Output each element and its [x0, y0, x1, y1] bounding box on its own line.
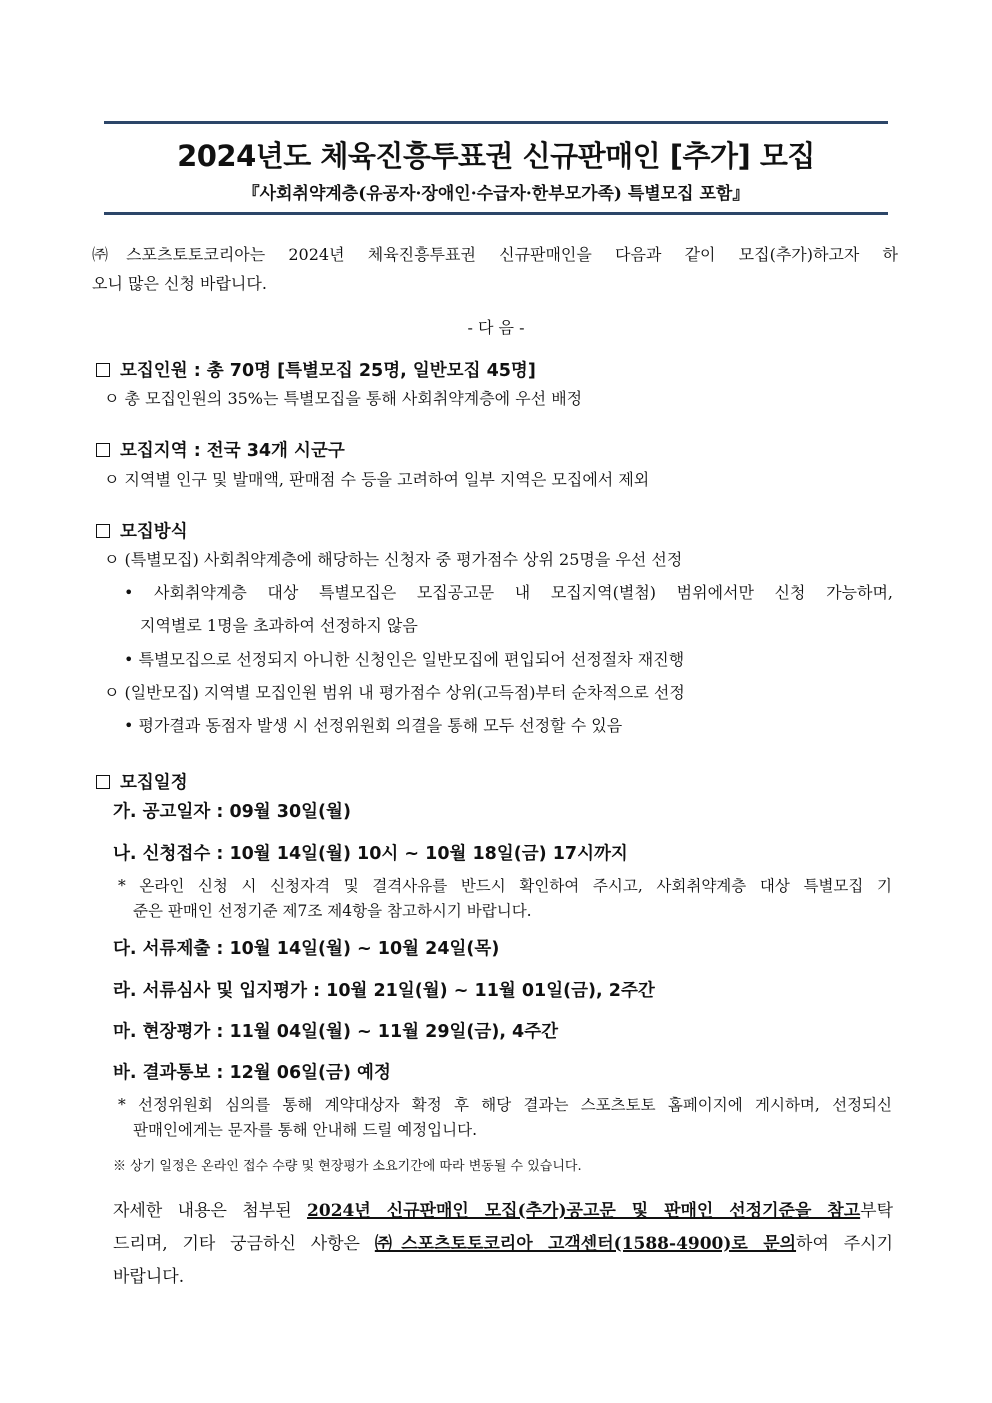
schedule-item-ra: 라. 서류심사 및 입지평가 : 10월 21일(월) ~ 11월 01일(금), 2주간: [113, 981, 655, 1001]
document-subtitle: 『사회취약계층(유공자·장애인·수급자·한부모가족) 특별모집 포함』: [242, 184, 750, 204]
schedule-remark: ※ 상기 일정은 온라인 접수 수량 및 현장평가 소요기간에 따라 변동될 수 있습니다.: [113, 1159, 582, 1174]
recruit-area-bullet: ㅇ 지역별 인구 및 발매액, 판매점 수 등을 고려하여 일부 지역은 모집에서 제외: [104, 470, 650, 489]
closing-line-2: 드리며, 기타 궁금하신 사항은 ㈜스포츠토토코리아 고객센터(1588-4900)로 문의하여 주시기: [113, 1234, 893, 1254]
section-schedule-heading: 모집일정: [96, 769, 188, 794]
square-bullet-icon: [96, 524, 110, 538]
method-bullet-special: ㅇ (특별모집) 사회취약계층에 해당하는 신청자 중 평가점수 상위 25명을 우선 선정: [104, 550, 683, 569]
title-box: [104, 121, 888, 215]
customer-center-reference: ㈜스포츠토토코리아 고객센터(1588-4900)로 문의: [374, 1234, 797, 1254]
section-recruit-count-heading: 모집인원 : 총 70명 [특별모집 25명, 일반모집 45명]: [96, 357, 536, 382]
method-special-sub-1-line-1: • 사회취약계층 대상 특별모집은 모집공고문 내 모집지역(별첨) 범위에서만 신청 가능하며,: [124, 583, 893, 602]
section-recruit-area-heading: 모집지역 : 전국 34개 시군구: [96, 437, 345, 462]
schedule-item-ma: 마. 현장평가 : 11월 04일(월) ~ 11월 29일(금), 4주간: [113, 1022, 559, 1042]
schedule-ba-note-line-1: * 선정위원회 심의를 통해 계약대상자 확정 후 해당 결과는 스포츠토토 홈페이지에 게시하며, 선정되신: [118, 1096, 892, 1114]
method-bullet-general: ㅇ (일반모집) 지역별 모집인원 범위 내 평가점수 상위(고득점)부터 순차적으로 선정: [104, 683, 685, 702]
schedule-ba-note-line-2: 판매인에게는 문자를 통해 안내해 드릴 예정입니다.: [133, 1121, 477, 1139]
method-special-sub-1-line-2: 지역별로 1명을 초과하여 선정하지 않음: [140, 616, 418, 635]
schedule-item-ba: 바. 결과통보 : 12월 06일(금) 예정: [113, 1063, 391, 1083]
closing-line-1: 자세한 내용은 첨부된 2024년 신규판매인 모집(추가)공고문 및 판매인 선정기준을 참고부탁: [113, 1201, 893, 1221]
recruit-count-bullet: ㅇ 총 모집인원의 35%는 특별모집을 통해 사회취약계층에 우선 배정: [104, 389, 583, 408]
intro-line-2: 오니 많은 신청 바랍니다.: [92, 274, 267, 293]
square-bullet-icon: [96, 775, 110, 789]
schedule-na-note-line-1: * 온라인 신청 시 신청자격 및 결격사유를 반드시 확인하여 주시고, 사회취약계층 대상 특별모집 기: [118, 877, 892, 895]
square-bullet-icon: [96, 363, 110, 377]
method-special-sub-2: • 특별모집으로 선정되지 아니한 신청인은 일반모집에 편입되어 선정절차 재진행: [124, 650, 685, 669]
schedule-item-na: 나. 신청접수 : 10월 14일(월) 10시 ~ 10월 18일(금) 17시까지: [113, 844, 628, 864]
closing-line-3: 바랍니다.: [113, 1267, 185, 1287]
schedule-item-da: 다. 서류제출 : 10월 14일(월) ~ 10월 24일(목): [113, 939, 500, 959]
section-method-heading: 모집방식: [96, 518, 188, 543]
attachment-reference: 2024년 신규판매인 모집(추가)공고문 및 판매인 선정기준을 참고: [307, 1201, 861, 1221]
intro-line-1: ㈜스포츠토토코리아는 2024년 체육진흥투표권 신규판매인을 다음과 같이 모집(추가)하고자 하: [92, 245, 898, 264]
document-title: 2024년도 체육진흥투표권 신규판매인 [추가] 모집: [177, 139, 815, 173]
square-bullet-icon: [96, 443, 110, 457]
schedule-item-ga: 가. 공고일자 : 09월 30일(월): [113, 802, 351, 822]
separator: - 다 음 -: [467, 318, 525, 337]
schedule-na-note-line-2: 준은 판매인 선정기준 제7조 제4항을 참고하시기 바랍니다.: [133, 902, 532, 920]
method-general-sub-1: • 평가결과 동점자 발생 시 선정위원회 의결을 통해 모두 선정할 수 있음: [124, 716, 623, 735]
